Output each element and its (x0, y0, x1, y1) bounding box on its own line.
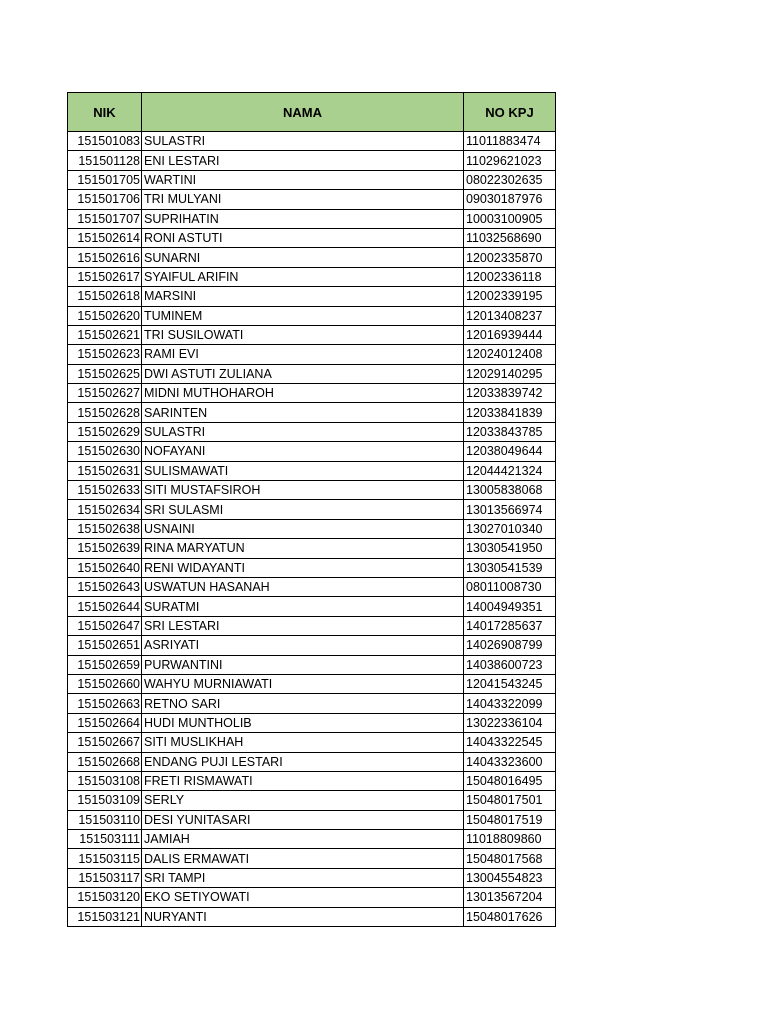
nama-cell: WAHYU MURNIAWATI (142, 674, 464, 693)
nik-cell: 151502628 (68, 403, 142, 422)
nama-cell: TRI MULYANI (142, 190, 464, 209)
nik-cell: 151502668 (68, 752, 142, 771)
nik-cell: 151503108 (68, 771, 142, 790)
table-row (68, 636, 556, 655)
nik-cell: 151501706 (68, 190, 142, 209)
nama-cell: RETNO SARI (142, 694, 464, 713)
table-row (68, 597, 556, 616)
table-row (68, 422, 556, 441)
no-kpj-cell: 12044421324 (464, 461, 556, 480)
no-kpj-cell: 13013566974 (464, 500, 556, 519)
nik-cell: 151502647 (68, 616, 142, 635)
nama-cell: RINA MARYATUN (142, 539, 464, 558)
nama-cell: SUNARNI (142, 248, 464, 267)
no-kpj-cell: 15048017568 (464, 849, 556, 868)
nik-cell: 151502620 (68, 306, 142, 325)
table-row (68, 151, 556, 170)
nama-cell: USNAINI (142, 519, 464, 538)
no-kpj-cell: 15048017501 (464, 791, 556, 810)
table-row (68, 403, 556, 422)
table-row (68, 539, 556, 558)
no-kpj-cell: 11029621023 (464, 151, 556, 170)
nik-cell: 151503121 (68, 907, 142, 926)
nama-cell: FRETI RISMAWATI (142, 771, 464, 790)
nik-cell: 151503110 (68, 810, 142, 829)
no-kpj-cell: 14043322545 (464, 733, 556, 752)
no-kpj-cell: 12033841839 (464, 403, 556, 422)
table-row (68, 132, 556, 151)
nik-cell: 151502667 (68, 733, 142, 752)
nik-cell: 151502630 (68, 442, 142, 461)
nama-cell: RAMI EVI (142, 345, 464, 364)
nik-cell: 151503120 (68, 888, 142, 907)
no-kpj-cell: 14004949351 (464, 597, 556, 616)
no-kpj-cell: 09030187976 (464, 190, 556, 209)
nik-cell: 151502616 (68, 248, 142, 267)
nik-cell: 151502643 (68, 577, 142, 596)
no-kpj-cell: 13027010340 (464, 519, 556, 538)
nik-cell: 151502627 (68, 384, 142, 403)
table-row (68, 674, 556, 693)
table-row (68, 810, 556, 829)
nama-cell: SULASTRI (142, 422, 464, 441)
table-row (68, 752, 556, 771)
nik-cell: 151502614 (68, 228, 142, 247)
nik-cell: 151502664 (68, 713, 142, 732)
table-row (68, 849, 556, 868)
no-kpj-cell: 13030541950 (464, 539, 556, 558)
nik-cell: 151502638 (68, 519, 142, 538)
table-row (68, 830, 556, 849)
nama-cell: MARSINI (142, 287, 464, 306)
nik-cell: 151502629 (68, 422, 142, 441)
header-nik: NIK (68, 93, 142, 132)
nik-cell: 151503109 (68, 791, 142, 810)
nik-cell: 151502623 (68, 345, 142, 364)
table-row (68, 325, 556, 344)
nik-cell: 151502659 (68, 655, 142, 674)
nama-cell: RONI ASTUTI (142, 228, 464, 247)
nik-cell: 151502651 (68, 636, 142, 655)
nik-cell: 151501128 (68, 151, 142, 170)
no-kpj-cell: 13022336104 (464, 713, 556, 732)
nik-cell: 151502644 (68, 597, 142, 616)
nama-cell: ENDANG PUJI LESTARI (142, 752, 464, 771)
nik-cell: 151502640 (68, 558, 142, 577)
no-kpj-cell: 10003100905 (464, 209, 556, 228)
table-row (68, 616, 556, 635)
nama-cell: DWI ASTUTI ZULIANA (142, 364, 464, 383)
no-kpj-cell: 14038600723 (464, 655, 556, 674)
nama-cell: USWATUN HASANAH (142, 577, 464, 596)
no-kpj-cell: 08011008730 (464, 577, 556, 596)
nik-cell: 151502618 (68, 287, 142, 306)
table-row (68, 519, 556, 538)
nik-cell: 151502663 (68, 694, 142, 713)
table-row (68, 345, 556, 364)
table-row (68, 209, 556, 228)
nama-cell: RENI WIDAYANTI (142, 558, 464, 577)
table-row (68, 500, 556, 519)
table-row (68, 888, 556, 907)
nama-cell: HUDI MUNTHOLIB (142, 713, 464, 732)
table-row (68, 170, 556, 189)
table-row (68, 228, 556, 247)
table-row (68, 771, 556, 790)
table-row (68, 306, 556, 325)
table-row (68, 287, 556, 306)
table-header (68, 93, 556, 132)
nama-cell: SRI TAMPI (142, 868, 464, 887)
nama-cell: ASRIYATI (142, 636, 464, 655)
table-row (68, 364, 556, 383)
no-kpj-cell: 12024012408 (464, 345, 556, 364)
nama-cell: MIDNI MUTHOHAROH (142, 384, 464, 403)
no-kpj-cell: 11032568690 (464, 228, 556, 247)
no-kpj-cell: 12029140295 (464, 364, 556, 383)
nama-cell: SRI SULASMI (142, 500, 464, 519)
table-row (68, 713, 556, 732)
nik-cell: 151502631 (68, 461, 142, 480)
table-row (68, 461, 556, 480)
no-kpj-cell: 12033839742 (464, 384, 556, 403)
no-kpj-cell: 12038049644 (464, 442, 556, 461)
nik-cell: 151501705 (68, 170, 142, 189)
nama-cell: NURYANTI (142, 907, 464, 926)
nama-cell: SURATMI (142, 597, 464, 616)
nik-cell: 151502660 (68, 674, 142, 693)
no-kpj-cell: 14026908799 (464, 636, 556, 655)
table-row (68, 733, 556, 752)
nik-cell: 151503117 (68, 868, 142, 887)
nik-cell: 151502633 (68, 481, 142, 500)
no-kpj-cell: 12002339195 (464, 287, 556, 306)
nama-cell: DALIS ERMAWATI (142, 849, 464, 868)
nama-cell: JAMIAH (142, 830, 464, 849)
no-kpj-cell: 14043323600 (464, 752, 556, 771)
nik-cell: 151503115 (68, 849, 142, 868)
header-no-kpj: NO KPJ (464, 93, 556, 132)
no-kpj-cell: 14043322099 (464, 694, 556, 713)
table-row (68, 190, 556, 209)
nama-cell: WARTINI (142, 170, 464, 189)
table-row (68, 907, 556, 926)
no-kpj-cell: 12013408237 (464, 306, 556, 325)
no-kpj-cell: 12041543245 (464, 674, 556, 693)
nama-cell: EKO SETIYOWATI (142, 888, 464, 907)
nama-cell: SULASTRI (142, 132, 464, 151)
no-kpj-cell: 15048016495 (464, 771, 556, 790)
nama-cell: PURWANTINI (142, 655, 464, 674)
no-kpj-cell: 13005838068 (464, 481, 556, 500)
nik-cell: 151503111 (68, 830, 142, 849)
no-kpj-cell: 08022302635 (464, 170, 556, 189)
nik-cell: 151502617 (68, 267, 142, 286)
nik-cell: 151502625 (68, 364, 142, 383)
nama-cell: SYAIFUL ARIFIN (142, 267, 464, 286)
no-kpj-cell: 13013567204 (464, 888, 556, 907)
no-kpj-cell: 12002336118 (464, 267, 556, 286)
table-row (68, 481, 556, 500)
table-row (68, 248, 556, 267)
nama-cell: SITI MUSLIKHAH (142, 733, 464, 752)
no-kpj-cell: 13004554823 (464, 868, 556, 887)
nama-cell: SRI LESTARI (142, 616, 464, 635)
nama-cell: SITI MUSTAFSIROH (142, 481, 464, 500)
table-row (68, 267, 556, 286)
nama-cell: SULISMAWATI (142, 461, 464, 480)
nama-cell: DESI YUNITASARI (142, 810, 464, 829)
no-kpj-cell: 12033843785 (464, 422, 556, 441)
nik-cell: 151502639 (68, 539, 142, 558)
nama-cell: SARINTEN (142, 403, 464, 422)
nama-cell: TRI SUSILOWATI (142, 325, 464, 344)
table-row (68, 655, 556, 674)
no-kpj-cell: 13030541539 (464, 558, 556, 577)
table-row (68, 577, 556, 596)
no-kpj-cell: 14017285637 (464, 616, 556, 635)
nama-cell: SUPRIHATIN (142, 209, 464, 228)
nama-cell: SERLY (142, 791, 464, 810)
table-row (68, 868, 556, 887)
table-row (68, 694, 556, 713)
nik-cell: 151501083 (68, 132, 142, 151)
nik-cell: 151501707 (68, 209, 142, 228)
header-row (68, 93, 556, 132)
nama-cell: ENI LESTARI (142, 151, 464, 170)
table-row (68, 384, 556, 403)
table-body (68, 132, 556, 927)
nik-cell: 151502621 (68, 325, 142, 344)
no-kpj-cell: 11018809860 (464, 830, 556, 849)
no-kpj-cell: 15048017519 (464, 810, 556, 829)
no-kpj-cell: 12016939444 (464, 325, 556, 344)
nama-cell: TUMINEM (142, 306, 464, 325)
table-row (68, 558, 556, 577)
no-kpj-cell: 15048017626 (464, 907, 556, 926)
table-row (68, 442, 556, 461)
no-kpj-cell: 12002335870 (464, 248, 556, 267)
nik-cell: 151502634 (68, 500, 142, 519)
no-kpj-cell: 11011883474 (464, 132, 556, 151)
employee-table (67, 92, 556, 927)
nama-cell: NOFAYANI (142, 442, 464, 461)
header-nama: NAMA (142, 93, 464, 132)
table-row (68, 791, 556, 810)
